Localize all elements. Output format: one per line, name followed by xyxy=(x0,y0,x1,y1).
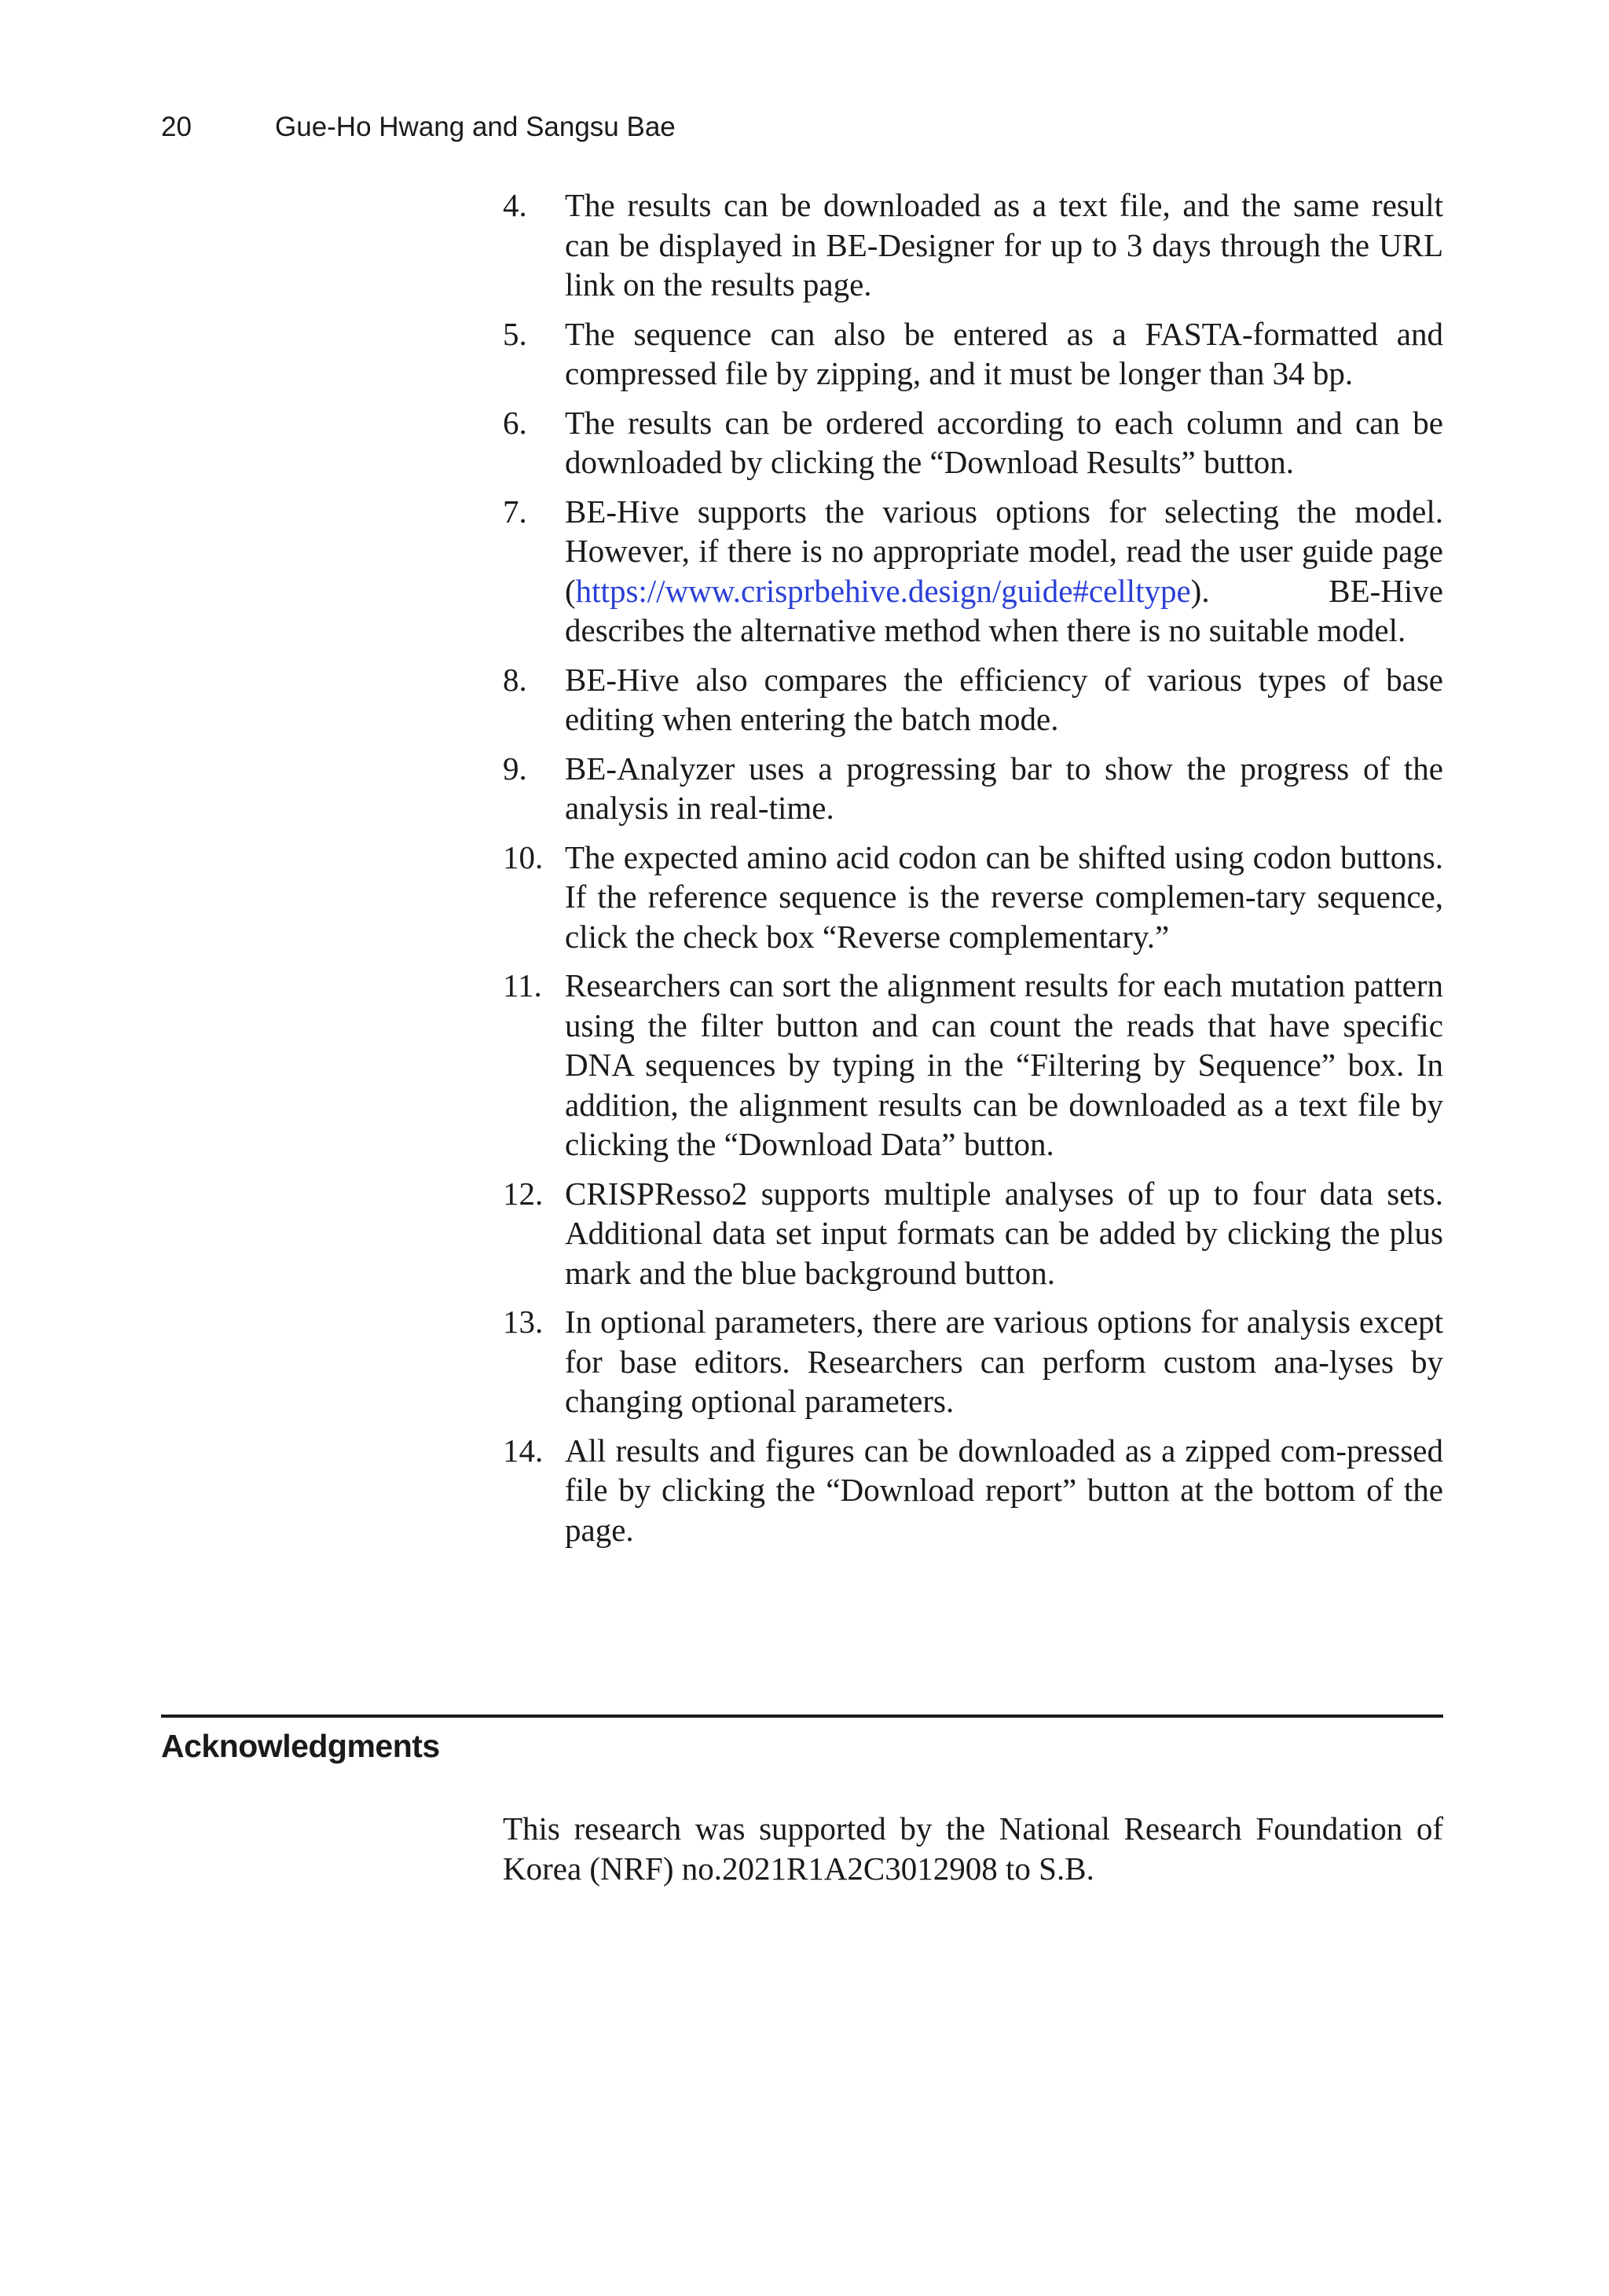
note-text-after-link: ). BE-Hive describes the alternative method when there is no suitable model. xyxy=(565,572,1443,648)
note-number: 4. xyxy=(503,187,527,223)
note-text: BE-Analyzer uses a progressing bar to show the progress of the analysis in real-time. xyxy=(565,750,1443,826)
note-text: CRISPResso2 supports multiple analyses of up to four data sets. Additional data set input formats can be added by clicking the plus mark and the blue background button. xyxy=(565,1175,1443,1291)
note-number: 5. xyxy=(503,315,527,352)
note-item-13 xyxy=(503,1302,1443,1421)
note-item-6 xyxy=(503,403,1443,482)
note-number: 7. xyxy=(503,493,527,530)
note-text: The results can be downloaded as a text file, and the same result can be displayed in BE-Designer for up to 3 days through the URL link on the results page. xyxy=(565,187,1443,303)
note-number: 10. xyxy=(503,838,544,875)
user-guide-link[interactable]: https://www.crisprbehive.design/guide#celltype xyxy=(575,572,1191,609)
note-number: 9. xyxy=(503,750,527,787)
note-item-14 xyxy=(503,1431,1443,1550)
note-text: In optional parameters, there are various options for analysis except for base editors. Researchers can perform custom ana-lyses by changing optional parameters. xyxy=(565,1304,1443,1419)
note-item-8 xyxy=(503,660,1443,739)
note-item-9 xyxy=(503,749,1443,828)
note-item-12 xyxy=(503,1174,1443,1293)
note-item-10 xyxy=(503,838,1443,957)
page-number: 20 xyxy=(161,112,192,142)
running-head-authors: Gue-Ho Hwang and Sangsu Bae xyxy=(275,112,676,142)
section-divider xyxy=(161,1715,1443,1718)
note-number: 13. xyxy=(503,1304,544,1340)
note-text: The results can be ordered according to each column and can be downloaded by clicking the “Download Results” button. xyxy=(565,404,1443,480)
note-number: 14. xyxy=(503,1432,544,1469)
note-number: 11. xyxy=(503,967,542,1003)
note-text: The sequence can also be entered as a FASTA-formatted and compressed file by zipping, and it must be longer than 34 bp. xyxy=(565,315,1443,391)
notes-list xyxy=(503,185,1443,1559)
note-text: BE-Hive also compares the efficiency of various types of base editing when entering the batch mode. xyxy=(565,661,1443,737)
note-item-4 xyxy=(503,185,1443,305)
note-number: 12. xyxy=(503,1175,544,1212)
running-head xyxy=(161,110,676,145)
note-item-11 xyxy=(503,966,1443,1165)
note-item-7 xyxy=(503,492,1443,651)
acknowledgments-heading: Acknowledgments xyxy=(161,1728,440,1764)
acknowledgments-text: This research was supported by the National Research Foundation of Korea (NRF) no.2021R1A2C3012908 to S.B. xyxy=(503,1810,1443,1887)
note-text: All results and figures can be downloaded as a zipped com-pressed file by clicking the “Download report” button at the bottom of the page. xyxy=(565,1432,1443,1548)
note-number: 6. xyxy=(503,404,527,441)
note-text: The expected amino acid codon can be shifted using codon buttons. If the reference sequence is the reverse complemen-tary sequence, click the check box “Reverse complementary.” xyxy=(565,838,1443,955)
note-text-before-link: BE-Hive supports the various options for selecting the model. However, if there is no appropriate model, read the user guide page ( xyxy=(565,493,1443,609)
note-number: 8. xyxy=(503,661,527,698)
note-item-5 xyxy=(503,314,1443,394)
note-text: Researchers can sort the alignment results for each mutation pattern using the filter button and can count the reads that have specific DNA sequences by typing in the “Filtering by Sequence” box. In addition, the alignment results can be downloaded as a text file by clicking the “Download Data” button. xyxy=(565,967,1443,1162)
